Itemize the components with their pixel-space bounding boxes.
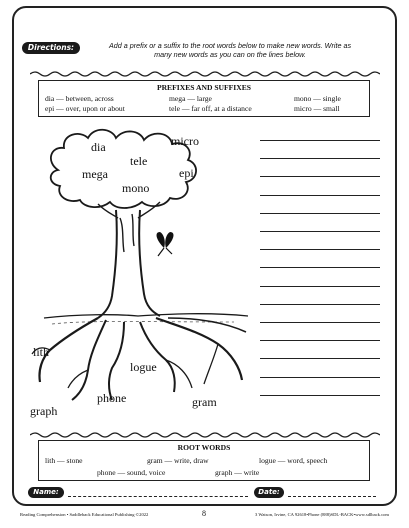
prefix-micro: micro — small [294, 104, 340, 113]
prefix-epi: epi — over, upon or about [45, 104, 125, 113]
prefixes-suffixes-title: PREFIXES AND SUFFIXES [156, 83, 252, 92]
root-lith: lith — stone [45, 456, 83, 465]
answer-line[interactable] [260, 377, 380, 378]
crown-word-tele: tele [130, 154, 148, 168]
answer-line[interactable] [260, 140, 380, 141]
root-words-title: ROOT WORDS [177, 443, 231, 452]
answer-line[interactable] [260, 195, 380, 196]
answer-line[interactable] [260, 158, 380, 159]
page-number: 8 [202, 509, 206, 518]
directions-line-1: Add a prefix or a suffix to the root words below to make new words. Write as [108, 41, 352, 50]
footer-publisher: Reading Comprehension • Saddleback Educational Publishing ©2022 [20, 512, 149, 517]
answer-line[interactable] [260, 213, 380, 214]
root-word-phone: phone [97, 391, 127, 405]
name-label: Name: [28, 487, 64, 498]
root-logue: logue — word, speech [259, 456, 328, 465]
root-gram: gram — write, draw [147, 456, 209, 465]
answer-line[interactable] [260, 395, 380, 396]
root-word-logue: logue [130, 360, 157, 374]
prefix-dia: dia — between, across [45, 94, 114, 103]
root-words-box [38, 440, 370, 481]
answer-line[interactable] [260, 249, 380, 250]
root-word-graph: graph [30, 404, 58, 418]
answer-line[interactable] [260, 176, 380, 177]
answer-line[interactable] [260, 322, 380, 323]
crown-word-dia: dia [91, 140, 106, 154]
date-label: Date: [254, 487, 284, 498]
root-phone: phone — sound, voice [97, 468, 166, 477]
name-field[interactable] [68, 496, 248, 497]
directions-text [88, 41, 372, 59]
answer-line[interactable] [260, 286, 380, 287]
date-field[interactable] [288, 496, 376, 497]
prefix-mono: mono — single [294, 94, 341, 103]
crown-word-epi: epi [179, 166, 194, 180]
answer-line[interactable] [260, 231, 380, 232]
page-footer [14, 509, 395, 521]
prefix-tele: tele — far off, at a distance [169, 104, 252, 113]
directions-badge: Directions: [22, 42, 80, 54]
wavy-divider-top [30, 70, 380, 78]
wavy-divider-bottom [30, 431, 380, 439]
crown-word-mega: mega [82, 167, 108, 181]
answer-line[interactable] [260, 267, 380, 268]
root-word-lith: lith [33, 345, 50, 359]
prefixes-suffixes-box [38, 80, 370, 117]
name-date-bar [28, 487, 380, 501]
directions-line-2: many new words as you can on the lines below. [154, 50, 306, 59]
root-graph: graph — write [215, 468, 260, 477]
root-word-gram: gram [192, 395, 217, 409]
crown-word-micro: micro [171, 134, 199, 148]
answer-line[interactable] [260, 340, 380, 341]
answer-line[interactable] [260, 358, 380, 359]
footer-contact: 3 Watson, Irvine, CA 92618•Phone (888)SDL-BACK•www.sdlback.com [254, 512, 389, 517]
crown-word-mono: mono [122, 181, 150, 195]
prefix-mega: mega — large [169, 94, 212, 103]
answer-line[interactable] [260, 304, 380, 305]
